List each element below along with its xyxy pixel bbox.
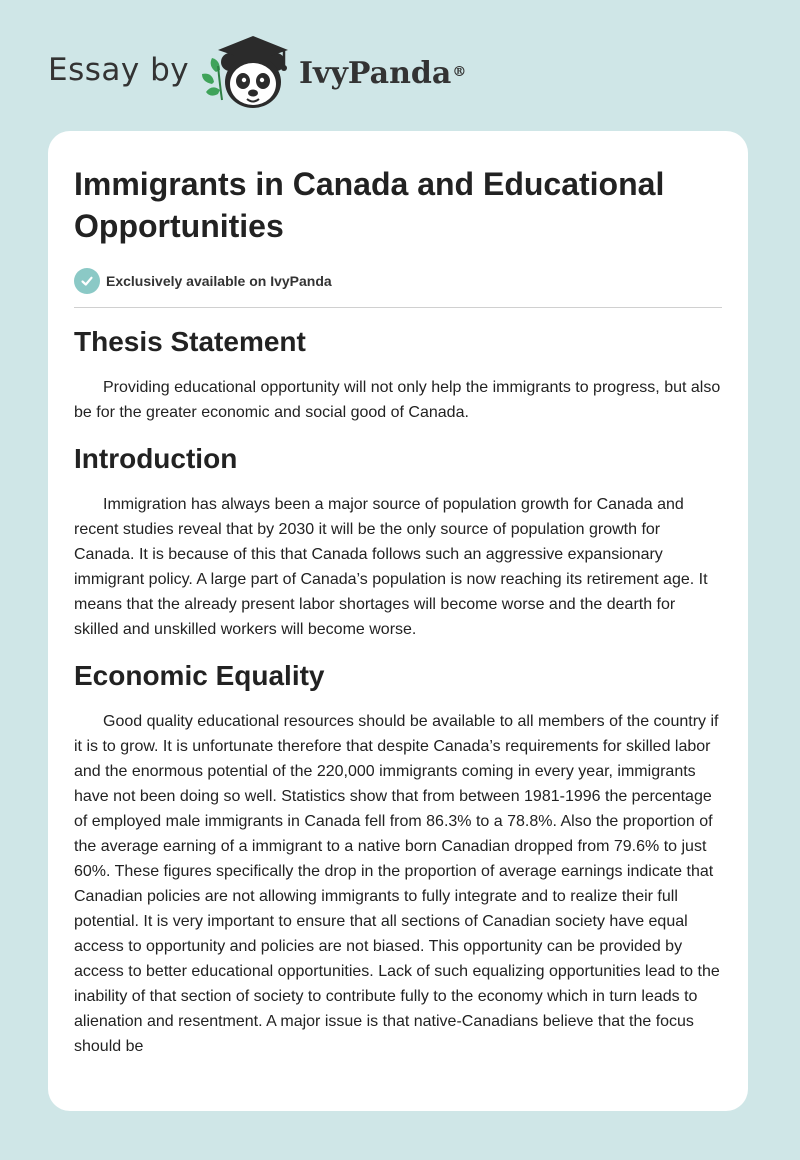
divider xyxy=(74,307,722,308)
section-heading: Thesis Statement xyxy=(74,326,306,357)
exclusive-label: Exclusively available on IvyPanda xyxy=(106,273,332,289)
section-economic-equality xyxy=(74,658,722,1059)
section-heading: Economic Equality xyxy=(74,660,325,691)
panda-graduation-cap-icon xyxy=(200,32,296,112)
section-paragraph: Providing educational opportunity will not only help the immigrants to progress, but also be for the greater economic and social good of Canada. xyxy=(74,379,721,421)
exclusive-badge xyxy=(74,267,722,295)
brand-prefix: Essay by xyxy=(48,52,190,88)
section-thesis-statement xyxy=(74,324,722,425)
section-paragraph: Good quality educational resources should be available to all members of the country if it is to grow. It is unfortunate therefore that despite Canada’s requirements for skilled labor and the enormous potential of the 220,000 immigrants coming in every year, immigrants have not been doing so well. Statistics show that from between 1981-1996 the percentage of employed male immigrants in Canada fell from 86.3% to a 78.8%. Also the proportion of the average earning of a immigrant to a native born Canadian dropped from 79.6% to just 60%. These figures specifically the drop in the proportion of average earnings indicate that Canadian policies are not allowing immigrants to fully integrate and to realize their full potential. It is very important to ensure that all sections of Canadian society have equal access to opportunity and policies are not biased. This opportunity can be provided by access to better educational opportunities. Lack of such equalizing opportunities lead to the inability of that section of society to contribute fully to the economy which in turn leads to alienation and resentment. A major issue is that native-Canadians believe that the focus should be xyxy=(74,713,720,1055)
brand-name xyxy=(299,54,466,94)
registered-mark: ® xyxy=(452,64,467,80)
article-card xyxy=(48,131,748,1111)
section-introduction xyxy=(74,441,722,642)
brand-name-text: IvyPanda xyxy=(299,56,452,91)
brand-header xyxy=(48,32,508,112)
article-title: Immigrants in Canada and Educational Opportunities xyxy=(74,166,665,244)
check-icon xyxy=(74,268,100,294)
section-paragraph: Immigration has always been a major source of population growth for Canada and recent studies reveal that by 2030 it will be the only source of population growth for Canada. It is because of this that Canada follows such an aggressive expansionary immigrant policy. A large part of Canada’s population is now reaching its retirement age. It means that the already present labor shortages will become worse and the dearth for skilled and unskilled workers will become worse. xyxy=(74,496,708,638)
article-content xyxy=(74,163,722,1059)
section-heading: Introduction xyxy=(74,443,238,474)
